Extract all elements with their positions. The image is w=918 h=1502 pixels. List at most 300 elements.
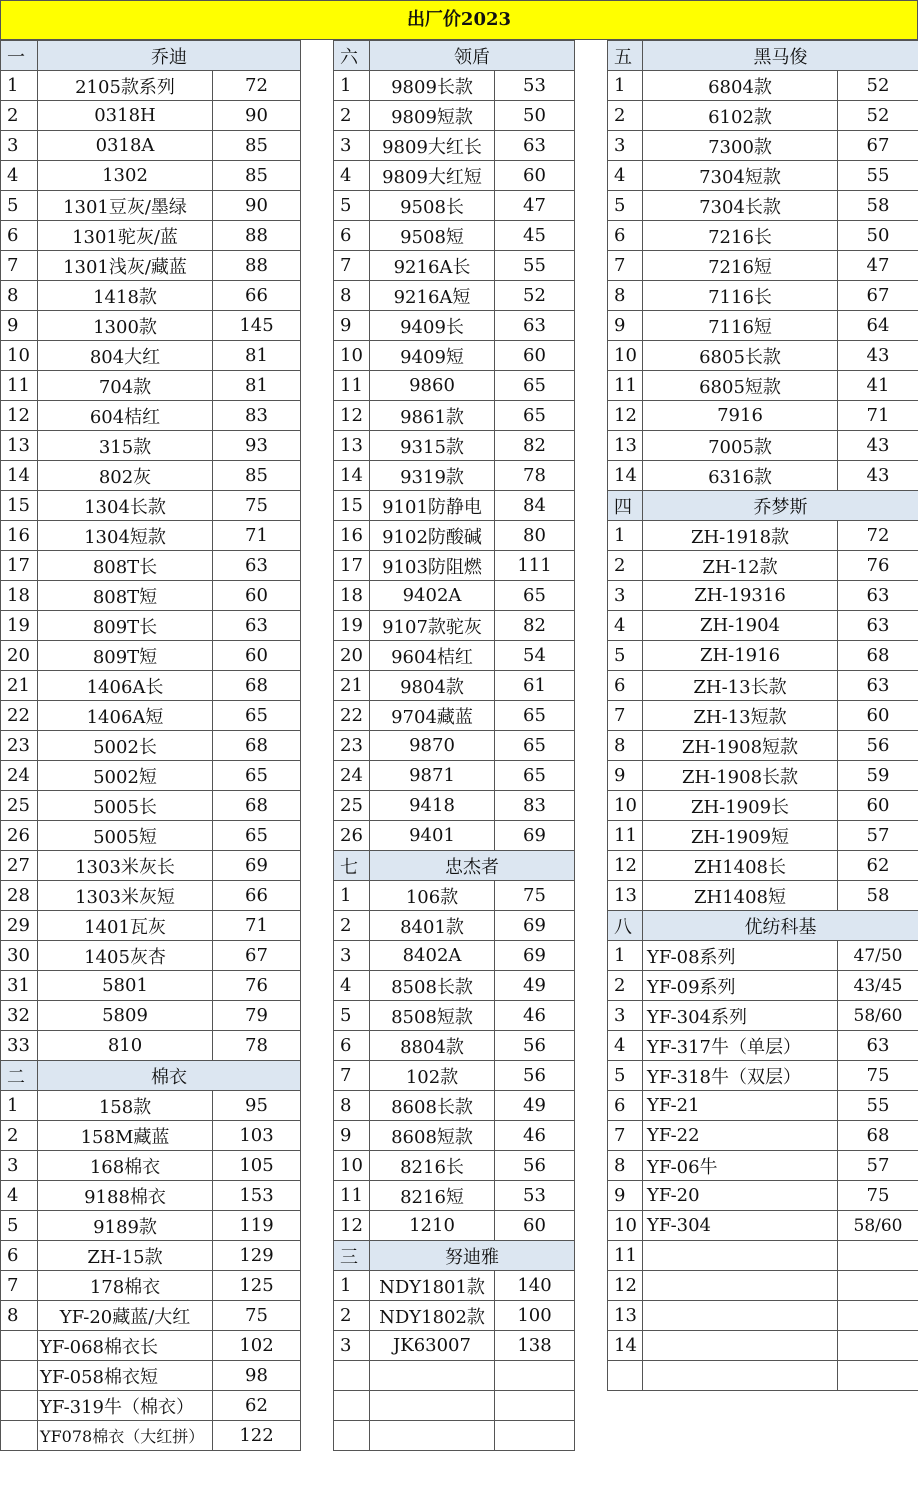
row-number: 10 [334, 1151, 370, 1181]
product-name: 8608长款 [370, 1091, 495, 1121]
row-number: 15 [334, 491, 370, 521]
table-row [1, 1361, 301, 1391]
price: 65 [495, 701, 575, 731]
table-row [1, 731, 301, 761]
row-number: 30 [1, 941, 38, 971]
row-number: 8 [608, 281, 643, 311]
table-row [1, 971, 301, 1001]
price: 60 [213, 641, 301, 671]
table-row [334, 131, 575, 161]
product-name: 158M藏蓝 [38, 1121, 213, 1151]
table-row [1, 1211, 301, 1241]
row-number: 27 [1, 851, 38, 881]
table-row [608, 461, 918, 491]
row-number: 22 [1, 701, 38, 731]
price: 90 [213, 191, 301, 221]
price: 58 [838, 191, 918, 221]
section-name: 乔迪 [38, 41, 301, 71]
price: 88 [213, 221, 301, 251]
product-name: 8804款 [370, 1031, 495, 1061]
row-number [1, 1421, 38, 1451]
price: 63 [495, 131, 575, 161]
price: 63 [213, 611, 301, 641]
product-name: 7304长款 [643, 191, 838, 221]
price: 53 [495, 1181, 575, 1211]
price: 68 [213, 791, 301, 821]
product-name: ZH-15款 [38, 1241, 213, 1271]
price: 85 [213, 131, 301, 161]
price: 58/60 [838, 1001, 918, 1031]
table-row [334, 341, 575, 371]
table-row [608, 431, 918, 461]
table-row [608, 641, 918, 671]
section-marker: 七 [334, 851, 370, 881]
price: 59 [838, 761, 918, 791]
table-row [1, 1181, 301, 1211]
table-row [608, 791, 918, 821]
price: 55 [495, 251, 575, 281]
product-name: 9418 [370, 791, 495, 821]
table-row [608, 1211, 918, 1241]
row-number: 6 [1, 1241, 38, 1271]
table-row [334, 821, 575, 851]
price: 153 [213, 1181, 301, 1211]
table-row [334, 221, 575, 251]
price: 66 [213, 881, 301, 911]
table-row [608, 1361, 918, 1391]
table-row [608, 761, 918, 791]
price: 119 [213, 1211, 301, 1241]
table-row [1, 371, 301, 401]
table-row [1, 611, 301, 641]
price [495, 1421, 575, 1451]
section-header [608, 41, 918, 71]
row-number: 21 [1, 671, 38, 701]
product-name: YF078棉衣（大红拼） [38, 1421, 213, 1451]
price: 68 [838, 1121, 918, 1151]
row-number: 18 [1, 581, 38, 611]
price: 56 [495, 1061, 575, 1091]
row-number: 1 [334, 881, 370, 911]
price: 55 [838, 161, 918, 191]
row-number: 13 [608, 1301, 643, 1331]
price: 67 [213, 941, 301, 971]
row-number: 11 [334, 371, 370, 401]
row-number: 18 [334, 581, 370, 611]
table-row [1, 851, 301, 881]
price: 43/45 [838, 971, 918, 1001]
table-row [334, 161, 575, 191]
product-name: 9409长 [370, 311, 495, 341]
product-name: 5002长 [38, 731, 213, 761]
product-name [643, 1361, 838, 1391]
table-row [334, 101, 575, 131]
price: 82 [495, 611, 575, 641]
table-row [1, 941, 301, 971]
product-name: ZH-1909长 [643, 791, 838, 821]
price: 65 [213, 821, 301, 851]
product-name: ZH-13长款 [643, 671, 838, 701]
row-number: 8 [608, 731, 643, 761]
row-number: 3 [1, 1151, 38, 1181]
price: 102 [213, 1331, 301, 1361]
product-name: 158款 [38, 1091, 213, 1121]
table-row [1, 1271, 301, 1301]
product-name: NDY1802款 [370, 1301, 495, 1331]
product-name: YF-20 [643, 1181, 838, 1211]
price: 46 [495, 1001, 575, 1031]
row-number: 5 [1, 191, 38, 221]
section-header [608, 491, 918, 521]
row-number: 7 [1, 1271, 38, 1301]
row-number: 6 [334, 1031, 370, 1061]
row-number: 2 [334, 911, 370, 941]
row-number [1, 1391, 38, 1421]
row-number: 11 [608, 371, 643, 401]
product-name: 7116短 [643, 311, 838, 341]
row-number: 3 [608, 131, 643, 161]
section-name: 棉衣 [38, 1061, 301, 1091]
price: 54 [495, 641, 575, 671]
price: 46 [495, 1121, 575, 1151]
price: 63 [838, 581, 918, 611]
row-number: 7 [608, 1121, 643, 1151]
product-name: 6805短款 [643, 371, 838, 401]
table-row [334, 911, 575, 941]
price: 69 [495, 911, 575, 941]
price: 50 [495, 101, 575, 131]
price: 64 [838, 311, 918, 341]
product-name: 9804款 [370, 671, 495, 701]
price: 56 [495, 1151, 575, 1181]
row-number: 1 [334, 1271, 370, 1301]
row-number: 10 [608, 791, 643, 821]
table-row [334, 941, 575, 971]
table-row [1, 1241, 301, 1271]
price: 52 [838, 101, 918, 131]
table-row [1, 131, 301, 161]
table-row [1, 1331, 301, 1361]
product-name: 9860 [370, 371, 495, 401]
price: 90 [213, 101, 301, 131]
product-name: ZH-1908短款 [643, 731, 838, 761]
table-row [1, 1001, 301, 1031]
table-row [1, 221, 301, 251]
row-number [334, 1391, 370, 1421]
table-row [334, 971, 575, 1001]
table-row [1, 1121, 301, 1151]
table-row [1, 521, 301, 551]
table-row [334, 431, 575, 461]
row-number: 16 [334, 521, 370, 551]
product-name: 9508长 [370, 191, 495, 221]
table-row [608, 671, 918, 701]
row-number: 7 [608, 251, 643, 281]
table-row [334, 551, 575, 581]
table-row [608, 1121, 918, 1151]
price: 72 [838, 521, 918, 551]
table-row [608, 971, 918, 1001]
product-name: 9409短 [370, 341, 495, 371]
price: 71 [213, 911, 301, 941]
table-row [1, 1391, 301, 1421]
price: 43 [838, 461, 918, 491]
table-row [1, 491, 301, 521]
table-row [608, 821, 918, 851]
section-marker: 三 [334, 1241, 370, 1271]
row-number: 24 [1, 761, 38, 791]
table-row [334, 1001, 575, 1031]
row-number [1, 1361, 38, 1391]
table-row [334, 1061, 575, 1091]
price: 80 [495, 521, 575, 551]
price: 85 [213, 161, 301, 191]
table-row [334, 71, 575, 101]
section-marker: 四 [608, 491, 643, 521]
section-name: 乔梦斯 [643, 491, 918, 521]
price: 47/50 [838, 941, 918, 971]
row-number: 14 [1, 461, 38, 491]
table-row [608, 311, 918, 341]
price: 45 [495, 221, 575, 251]
table-row [1, 581, 301, 611]
product-name: 6102款 [643, 101, 838, 131]
row-number: 14 [608, 1331, 643, 1361]
product-name: 1301豆灰/墨绿 [38, 191, 213, 221]
table-row [1, 881, 301, 911]
price: 140 [495, 1271, 575, 1301]
table-row [334, 491, 575, 521]
product-name: YF-319牛（棉衣） [38, 1391, 213, 1421]
row-number: 5 [608, 191, 643, 221]
product-name: 9508短 [370, 221, 495, 251]
row-number: 19 [334, 611, 370, 641]
price: 82 [495, 431, 575, 461]
product-name: 7300款 [643, 131, 838, 161]
price: 60 [495, 1211, 575, 1241]
table-row [608, 1151, 918, 1181]
row-number: 8 [334, 1091, 370, 1121]
price: 43 [838, 431, 918, 461]
product-name: ZH1408短 [643, 881, 838, 911]
product-name: 9315款 [370, 431, 495, 461]
row-number: 8 [334, 281, 370, 311]
table-row [608, 131, 918, 161]
section-marker: 六 [334, 41, 370, 71]
product-name: 7216长 [643, 221, 838, 251]
product-name: 9102防酸碱 [370, 521, 495, 551]
price: 85 [213, 461, 301, 491]
product-name: 1401瓦灰 [38, 911, 213, 941]
table-row [334, 1211, 575, 1241]
product-name: 5801 [38, 971, 213, 1001]
product-name: YF-318牛（双层） [643, 1061, 838, 1091]
product-name: 1406A短 [38, 701, 213, 731]
table-row [334, 1361, 575, 1391]
row-number: 8 [608, 1151, 643, 1181]
row-number: 4 [608, 1031, 643, 1061]
price: 75 [213, 491, 301, 521]
row-number: 20 [1, 641, 38, 671]
table-row [334, 581, 575, 611]
product-name: YF-068棉衣长 [38, 1331, 213, 1361]
product-name: NDY1801款 [370, 1271, 495, 1301]
product-name: ZH-19316 [643, 581, 838, 611]
row-number: 7 [334, 1061, 370, 1091]
price: 57 [838, 1151, 918, 1181]
table-row [1, 71, 301, 101]
row-number: 5 [334, 191, 370, 221]
product-name: 1304长款 [38, 491, 213, 521]
price: 66 [213, 281, 301, 311]
product-name: YF-304 [643, 1211, 838, 1241]
row-number: 26 [334, 821, 370, 851]
table-row [334, 191, 575, 221]
table-row [608, 611, 918, 641]
price: 65 [213, 761, 301, 791]
row-number: 3 [1, 131, 38, 161]
table-row [608, 1031, 918, 1061]
row-number: 2 [1, 101, 38, 131]
product-name: 1303米灰长 [38, 851, 213, 881]
row-number: 13 [608, 431, 643, 461]
table-row [334, 461, 575, 491]
product-name: 8401款 [370, 911, 495, 941]
price: 52 [838, 71, 918, 101]
price: 53 [495, 71, 575, 101]
product-name: 8402A [370, 941, 495, 971]
table-row [608, 251, 918, 281]
table-row [1, 1301, 301, 1331]
sheet-title: 出厂价2023 [0, 0, 918, 40]
row-number: 7 [1, 251, 38, 281]
row-number: 17 [1, 551, 38, 581]
table-row [334, 641, 575, 671]
product-name: ZH-1918款 [643, 521, 838, 551]
table-row [608, 341, 918, 371]
section-header [334, 1241, 575, 1271]
price: 78 [213, 1031, 301, 1061]
price: 79 [213, 1001, 301, 1031]
product-name: 802灰 [38, 461, 213, 491]
row-number: 9 [608, 761, 643, 791]
table-row [1, 1091, 301, 1121]
row-number: 11 [334, 1181, 370, 1211]
table-row [1, 551, 301, 581]
price: 60 [495, 161, 575, 191]
table-row [1, 671, 301, 701]
price: 65 [495, 761, 575, 791]
table-row [334, 251, 575, 281]
row-number [334, 1361, 370, 1391]
row-number: 1 [1, 71, 38, 101]
product-name: 9103防阻燃 [370, 551, 495, 581]
table-row [334, 281, 575, 311]
row-number: 7 [334, 251, 370, 281]
row-number: 12 [608, 401, 643, 431]
product-name: 9704藏蓝 [370, 701, 495, 731]
table-row [1, 281, 301, 311]
table-row [608, 1331, 918, 1361]
table-row [334, 1121, 575, 1151]
product-name: 178棉衣 [38, 1271, 213, 1301]
price: 49 [495, 971, 575, 1001]
table-row [334, 701, 575, 731]
table-row [608, 221, 918, 251]
table-row [608, 581, 918, 611]
row-number: 12 [608, 1271, 643, 1301]
row-number: 5 [608, 1061, 643, 1091]
product-name: 6805长款 [643, 341, 838, 371]
product-name: JK63007 [370, 1331, 495, 1361]
price [838, 1241, 918, 1271]
price-table-left [0, 40, 301, 1451]
product-name: 1301驼灰/蓝 [38, 221, 213, 251]
table-row [608, 1241, 918, 1271]
table-row [1, 341, 301, 371]
row-number: 4 [334, 161, 370, 191]
price-table-middle [333, 40, 575, 1451]
row-number: 6 [608, 1091, 643, 1121]
table-row [608, 521, 918, 551]
product-name: ZH-12款 [643, 551, 838, 581]
product-name: YF-20藏蓝/大红 [38, 1301, 213, 1331]
table-row [608, 401, 918, 431]
table-row [608, 851, 918, 881]
product-name: 7116长 [643, 281, 838, 311]
price: 72 [213, 71, 301, 101]
table-row [1, 311, 301, 341]
product-name: YF-06牛 [643, 1151, 838, 1181]
product-name [370, 1391, 495, 1421]
product-name: 8608短款 [370, 1121, 495, 1151]
product-name: 0318H [38, 101, 213, 131]
table-row [334, 1031, 575, 1061]
product-name [370, 1421, 495, 1451]
price: 58/60 [838, 1211, 918, 1241]
price: 93 [213, 431, 301, 461]
price: 62 [213, 1391, 301, 1421]
row-number: 29 [1, 911, 38, 941]
product-name: 6804款 [643, 71, 838, 101]
row-number: 22 [334, 701, 370, 731]
row-number: 17 [334, 551, 370, 581]
row-number: 3 [334, 941, 370, 971]
product-name: 9861款 [370, 401, 495, 431]
row-number: 12 [334, 401, 370, 431]
price: 111 [495, 551, 575, 581]
price-table-right [607, 40, 918, 1391]
product-name: 9189款 [38, 1211, 213, 1241]
product-name [643, 1241, 838, 1271]
row-number: 3 [334, 1331, 370, 1361]
product-name [643, 1331, 838, 1361]
table-row [608, 731, 918, 761]
row-number [1, 1331, 38, 1361]
price: 75 [495, 881, 575, 911]
price: 122 [213, 1421, 301, 1451]
section-name: 黑马俊 [643, 41, 918, 71]
table-row [608, 1301, 918, 1331]
product-name: 1302 [38, 161, 213, 191]
table-row [608, 551, 918, 581]
row-number: 1 [608, 941, 643, 971]
price: 83 [495, 791, 575, 821]
row-number: 3 [608, 581, 643, 611]
section-header [608, 911, 918, 941]
product-name: ZH1408长 [643, 851, 838, 881]
row-number: 9 [334, 1121, 370, 1151]
